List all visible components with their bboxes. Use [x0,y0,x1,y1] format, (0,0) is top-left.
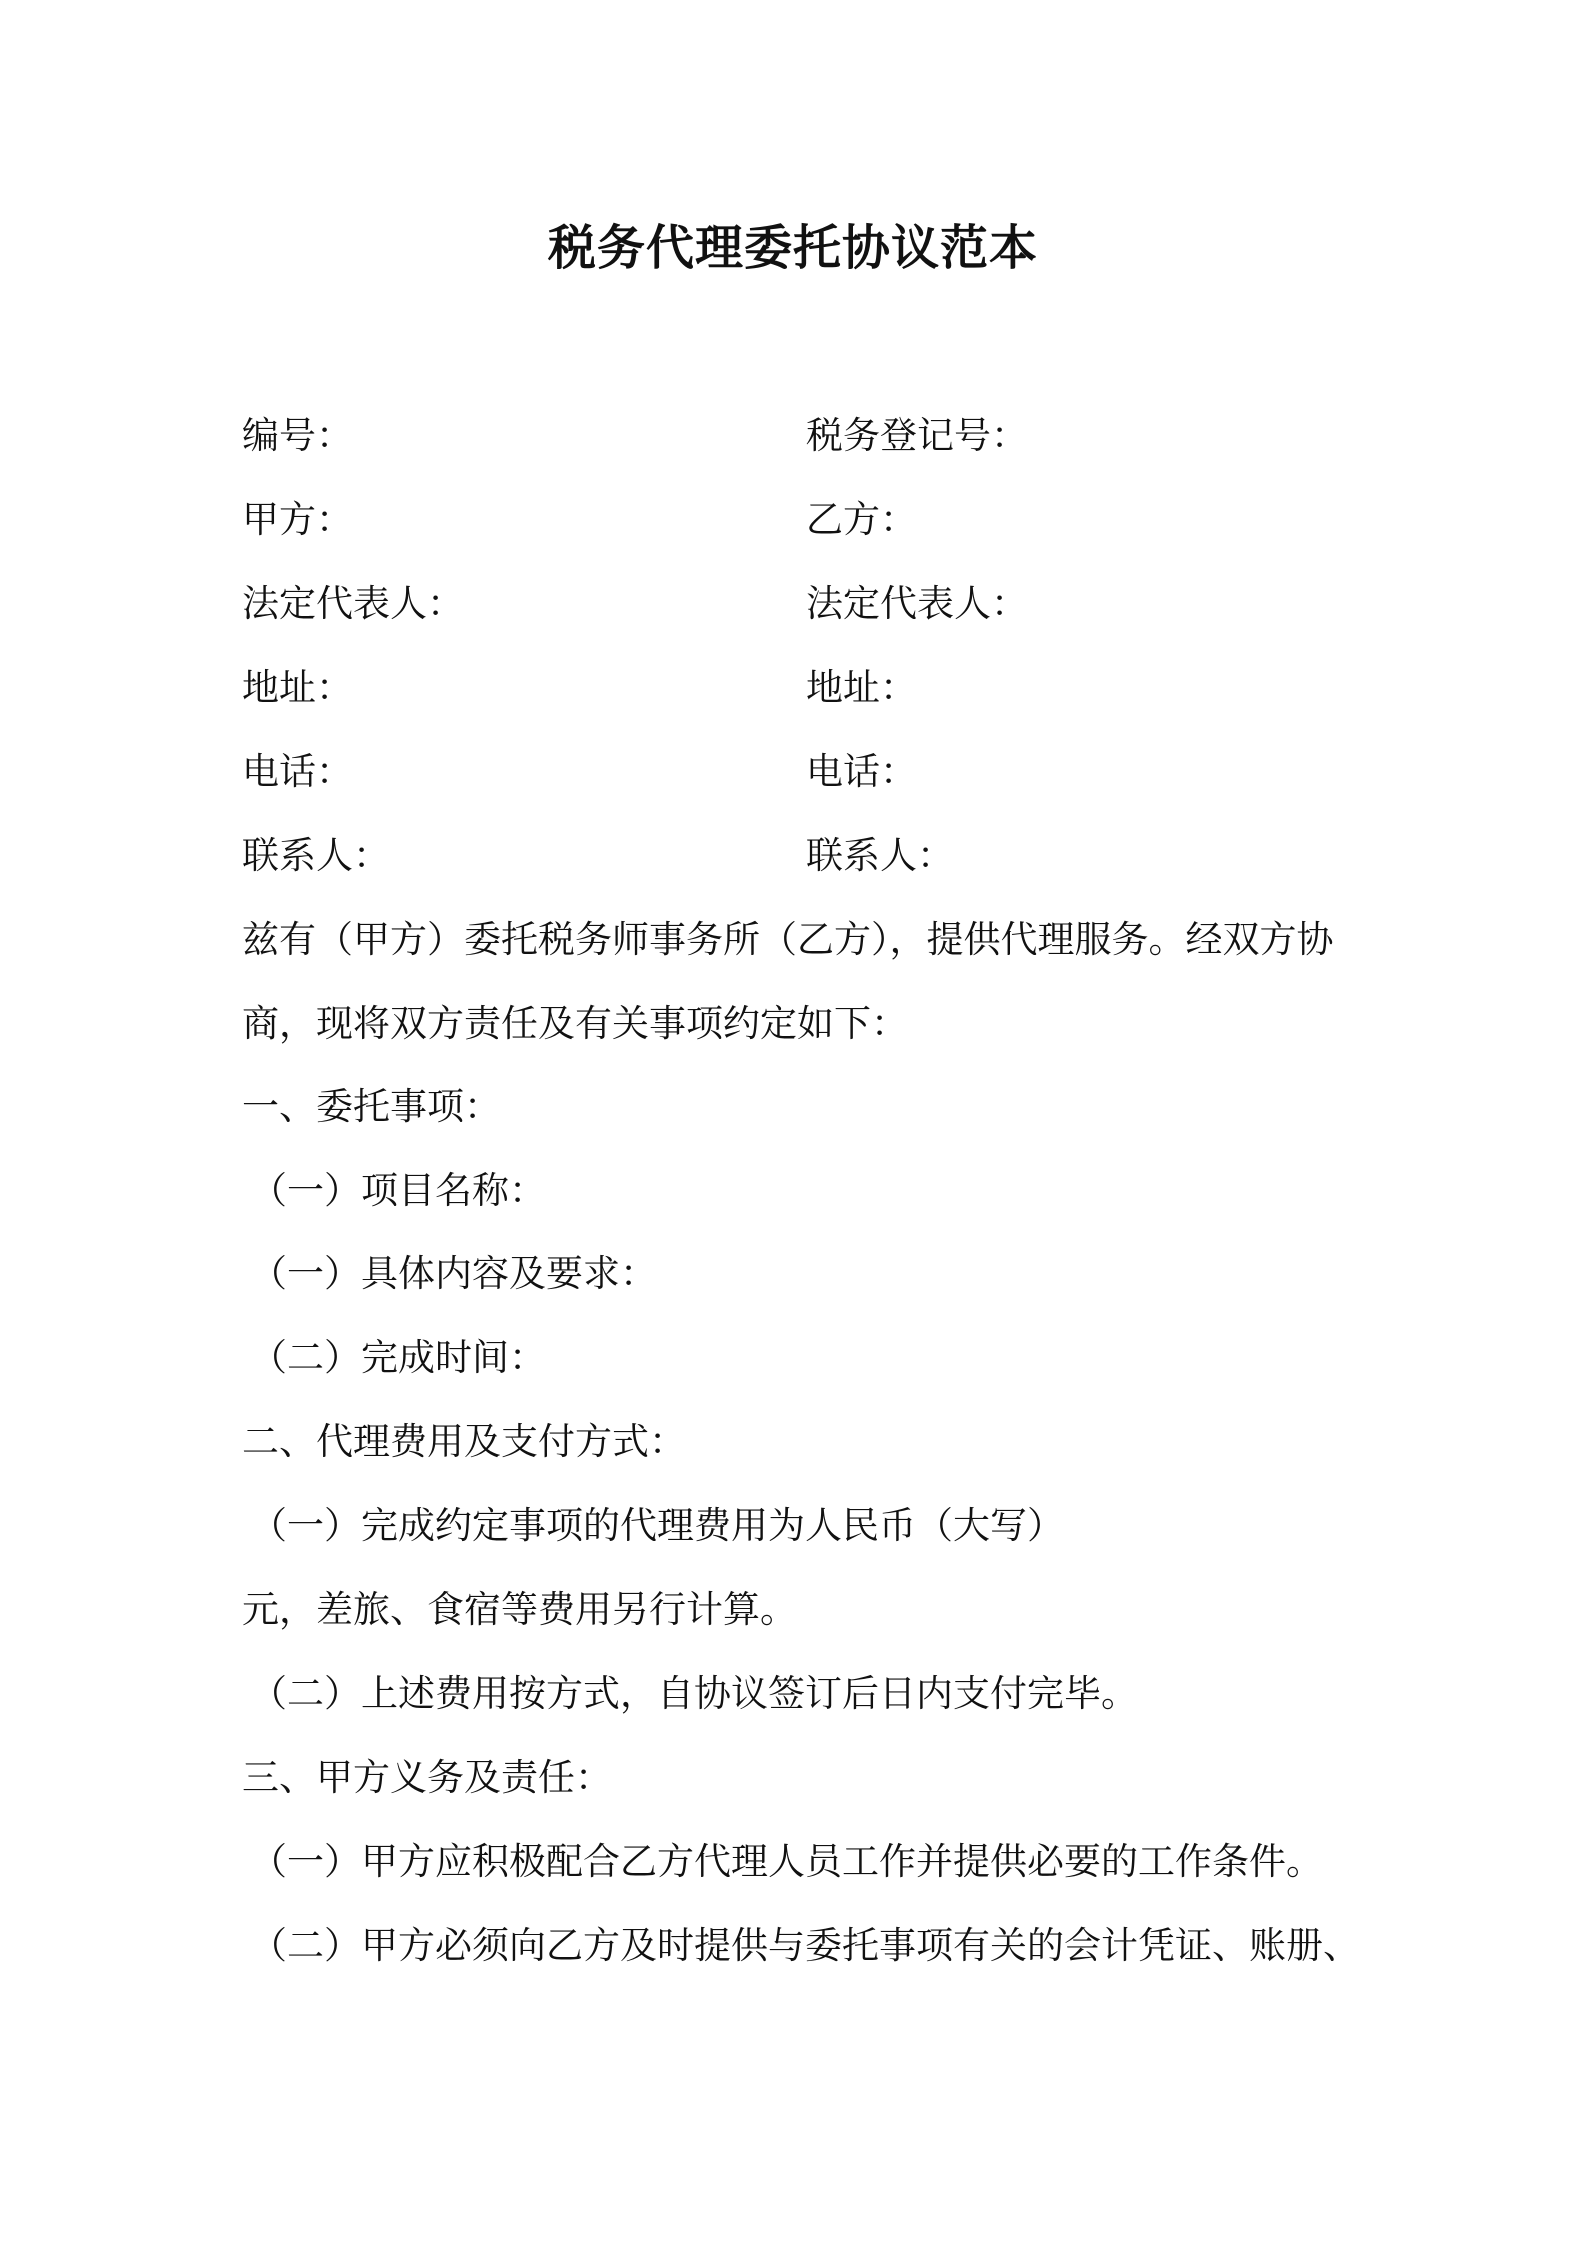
field-party-a-legal-rep: 法定代表人： [242,582,464,625]
field-party-b-address: 地址： [806,666,917,709]
section-3-item-2: （二）甲方必须向乙方及时提供与委托事项有关的会计凭证、账册、 [250,1924,1360,1967]
section-1-item-completion-time: （二）完成时间： [250,1336,546,1379]
section-2-item-1-line-2: 元，差旅、食宿等费用另行计算。 [242,1588,797,1631]
section-1-heading: 一、委托事项： [242,1085,501,1128]
field-party-b: 乙方： [806,498,917,541]
section-1-item-project-name: （一）项目名称： [250,1169,546,1212]
section-2-item-2: （二）上述费用按方式，自协议签订后日内支付完毕。 [250,1672,1138,1715]
field-party-b-contact: 联系人： [806,834,954,877]
field-party-a-contact: 联系人： [242,834,390,877]
section-2-item-1-line-1: （一）完成约定事项的代理费用为人民币（大写） [250,1504,1064,1547]
section-3-item-1: （一）甲方应积极配合乙方代理人员工作并提供必要的工作条件。 [250,1840,1323,1883]
intro-line-1: 兹有（甲方）委托税务师事务所（乙方），提供代理服务。经双方协 [242,918,1334,961]
field-party-b-legal-rep: 法定代表人： [806,582,1028,625]
section-2-heading: 二、代理费用及支付方式： [242,1420,686,1463]
section-1-item-content: （一）具体内容及要求： [250,1252,657,1295]
field-party-b-phone: 电话： [806,750,917,793]
document-title: 税务代理委托协议范本 [547,220,1038,276]
field-contract-number: 编号： [242,414,353,457]
section-3-heading: 三、甲方义务及责任： [242,1756,612,1799]
field-tax-registration-number: 税务登记号： [806,414,1028,457]
field-party-a-address: 地址： [242,666,353,709]
field-party-a: 甲方： [242,498,353,541]
field-party-a-phone: 电话： [242,750,353,793]
intro-line-2: 商，现将双方责任及有关事项约定如下： [242,1002,908,1045]
